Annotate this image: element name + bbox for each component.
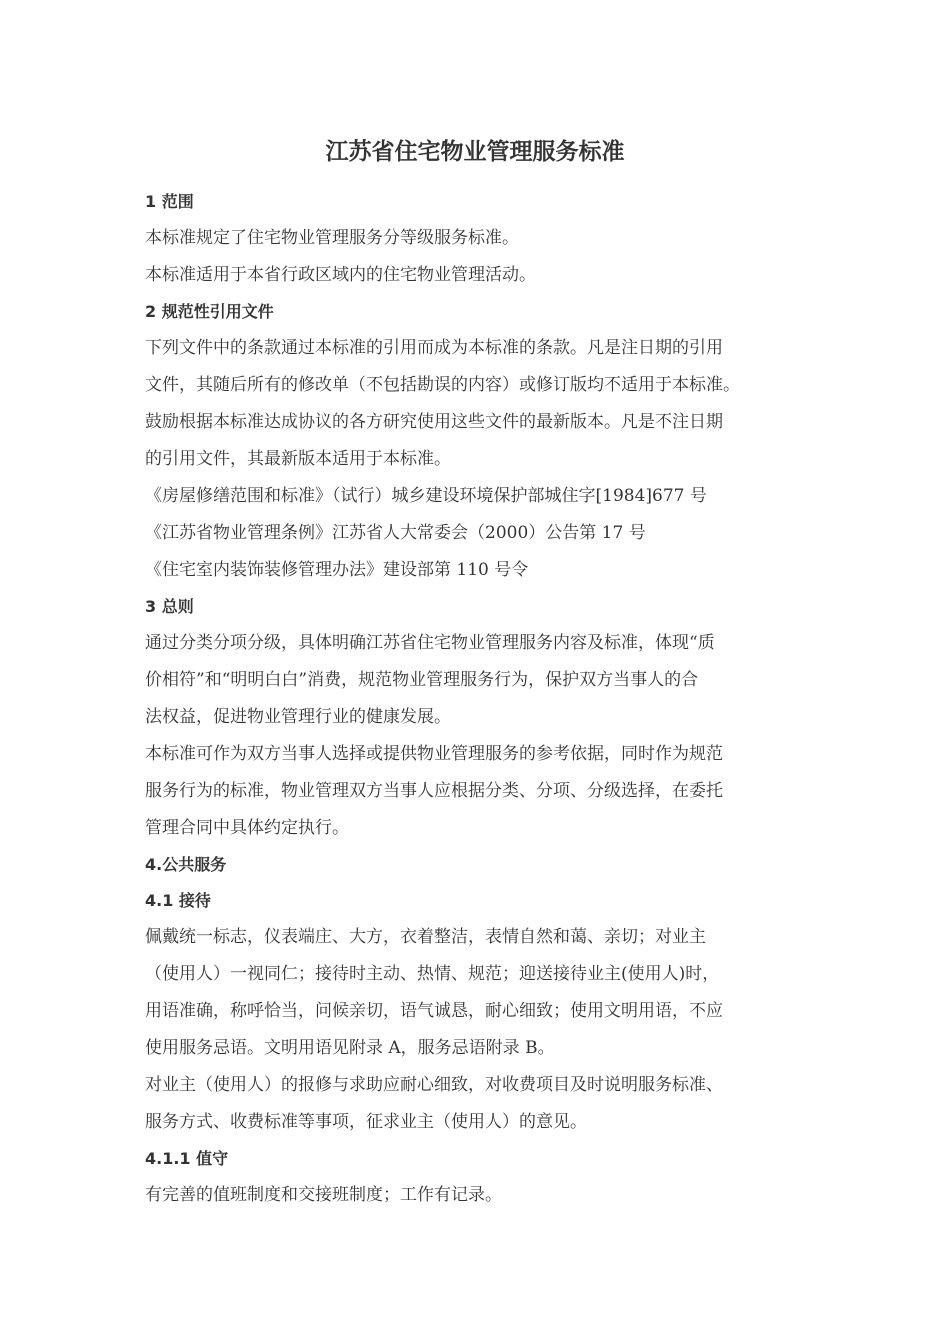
document-title: 江苏省住宅物业管理服务标准	[325, 139, 625, 165]
text-line: 法权益，促进物业管理行业的健康发展。	[145, 707, 451, 727]
text-line: 佩戴统一标志，仪表端庄、大方，衣着整洁，表情自然和蔼、亲切；对业主	[145, 927, 706, 947]
text-line: 本标准规定了住宅物业管理服务分等级服务标准。	[145, 228, 519, 248]
section-heading-general: 3 总则	[145, 597, 194, 616]
paragraph	[145, 625, 813, 736]
text-line: 服务行为的标准，物业管理双方当事人应根据分类、分项、分级选择，在委托	[145, 781, 723, 801]
text-line: 本标准适用于本省行政区域内的住宅物业管理活动。	[145, 265, 536, 285]
section-heading-public-services: 4.公共服务	[145, 855, 227, 874]
paragraph	[145, 1067, 813, 1141]
paragraph	[145, 330, 813, 404]
section-heading-reception: 4.1 接待	[145, 891, 211, 910]
document-body	[145, 184, 813, 1214]
section-heading-duty: 4.1.1 值守	[145, 1149, 229, 1168]
section-heading-normative-references: 2 规范性引用文件	[145, 302, 274, 321]
text-line: 使用服务忌语。文明用语见附录 A，服务忌语附录 B。	[145, 1038, 555, 1058]
text-line: 鼓励根据本标准达成协议的各方研究使用这些文件的最新版本。凡是不注日期	[145, 412, 723, 432]
paragraph	[145, 257, 813, 294]
text-line: 《住宅室内装饰装修管理办法》建设部第 110 号令	[145, 560, 529, 580]
text-line: 的引用文件，其最新版本适用于本标准。	[145, 449, 451, 469]
text-line: 通过分类分项分级，具体明确江苏省住宅物业管理服务内容及标准，体现“质	[145, 633, 715, 653]
paragraph	[145, 1177, 813, 1214]
paragraph	[145, 736, 813, 847]
text-line: 服务方式、收费标准等事项，征求业主（使用人）的意见。	[145, 1112, 587, 1132]
text-line: （使用人）一视同仁；接待时主动、热情、规范；迎送接待业主(使用人)时，	[145, 964, 720, 984]
text-line: 下列文件中的条款通过本标准的引用而成为本标准的条款。凡是注日期的引用	[145, 338, 723, 358]
text-line: 管理合同中具体约定执行。	[145, 818, 349, 838]
text-line: 本标准可作为双方当事人选择或提供物业管理服务的参考依据，同时作为规范	[145, 744, 723, 764]
text-line: 有完善的值班制度和交接班制度；工作有记录。	[145, 1185, 502, 1205]
reference-item	[145, 515, 813, 552]
reference-item	[145, 478, 813, 515]
text-line: 《江苏省物业管理条例》江苏省人大常委会（2000）公告第 17 号	[145, 523, 646, 543]
paragraph	[145, 404, 813, 478]
text-line: 用语准确，称呼恰当，问候亲切，语气诚恳，耐心细致；使用文明用语，不应	[145, 1001, 723, 1021]
reference-item	[145, 552, 813, 589]
section-heading-scope: 1 范围	[145, 192, 194, 211]
text-line: 《房屋修缮范围和标准》（试行）城乡建设环境保护部城住字[1984]677 号	[145, 486, 707, 506]
paragraph	[145, 919, 813, 1067]
paragraph	[145, 220, 813, 257]
text-line: 价相符”和“明明白白”消费，规范物业管理服务行为，保护双方当事人的合	[145, 670, 699, 690]
text-line: 文件，其随后所有的修改单（不包括勘误的内容）或修订版均不适用于本标准。	[145, 375, 740, 395]
text-line: 对业主（使用人）的报修与求助应耐心细致，对收费项目及时说明服务标准、	[145, 1075, 723, 1095]
